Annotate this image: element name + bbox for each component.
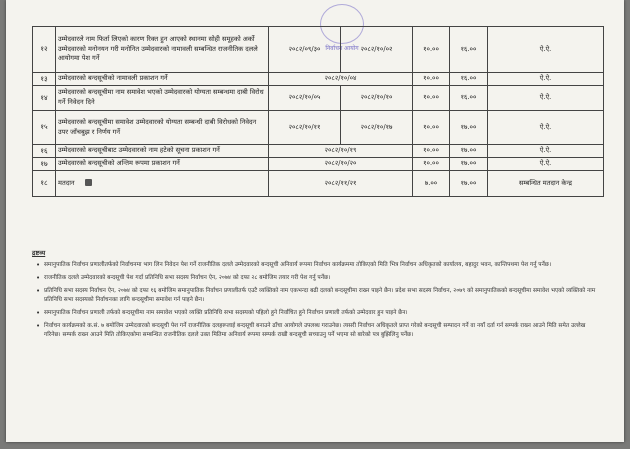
serial-number: १२ <box>33 27 56 73</box>
note-text: समानुपातिक निर्वाचन प्रणालीतर्फको निर्वाचनमा भाग लिन निवेदन पेश गर्ने राजनीतिक दलले उम्मेदवारको बन्दसूची अनिवार्य रूपमा निर्वाचन कार्यक्रममा तोकिएको मिति भित्र निर्वाचन अधिकृतको कार्यालय, बहादुर भवन, कान्तिपथमा पेश गर्नु पर्नेछ। <box>44 262 552 269</box>
end-time-cell: १६.०० <box>450 73 488 86</box>
notes-heading: द्रष्टव्य <box>32 249 46 257</box>
activity-cell: उम्मेदवारको बन्दसूचीको नामावली प्रकाशन गर्ने <box>56 73 269 86</box>
from-date-cell: २०८२/०९/३० <box>269 27 341 73</box>
image-icon <box>85 179 92 186</box>
table-row <box>33 73 604 86</box>
to-date-cell: २०८२/१०/१० <box>341 86 413 111</box>
from-date-cell: २०८२/१०/११ <box>269 111 341 145</box>
responsible-cell: ऐ.ऐ. <box>488 27 604 73</box>
serial-number: १८ <box>33 171 56 197</box>
bullet-icon: • <box>36 309 41 317</box>
table-row <box>33 145 604 158</box>
stamp-text: निर्वाचन आयोग <box>325 45 359 52</box>
to-date-cell: २०८२/१०/०२ <box>341 27 413 73</box>
note-text: राजनीतिक दलले उम्मेदवारको बन्दसूची पेश गर्दा प्रतिनिधि सभा सदस्य निर्वाचन ऐन, २०७४ को दफा २८ बमोजिम तयार गरी पेश गर्नु पर्नेछ। <box>44 275 331 282</box>
end-time-cell: १७.०० <box>450 145 488 158</box>
start-time-cell: ७.०० <box>413 171 450 197</box>
date-cell: २०८२/१०/२० <box>269 158 413 171</box>
activity-cell: उम्मेदवारले नाम फिर्ता लिएको कारण रिक्त हुन आएको स्थानमा सोही समूहको अर्को उम्मेदवारको मनोनयन गरी मनोनित उम्मेदवारको नामावली सम्बन्धित राजनीतिक दलले आयोगमा पेश गर्ने <box>56 27 269 73</box>
activity-cell-voting <box>56 171 269 197</box>
end-time-cell: १६.०० <box>450 27 488 73</box>
end-time-cell: १६.०० <box>450 86 488 111</box>
note-text: प्रतिनिधि सभा सदस्य निर्वाचन ऐन, २०७४ को दफा १६ बमोजिम समानुपातिक निर्वाचन प्रणालीतर्फ एउटै व्यक्तिको नाम एकभन्दा बढी दलको बन्दसूचीमा राख्न पाइने छैन। प्रदेश सभा सदस्य निर्वाचन, २०७९ को समानुपातिकको बन्दसूचीमा समावेश भएको व्यक्तिको नाम प्रतिनिधि सभा सदस्यको निर्वाचनका लागि बन्दसूचीमा समावेश गर्न पाइने छैन। <box>44 288 596 304</box>
bullet-icon: • <box>36 287 41 296</box>
table-row <box>33 158 604 171</box>
serial-number: १७ <box>33 158 56 171</box>
serial-number: १३ <box>33 73 56 86</box>
date-cell: २०८२/१०/१९ <box>269 145 413 158</box>
from-date-cell: २०८२/१०/०५ <box>269 86 341 111</box>
start-time-cell: १०.०० <box>413 145 450 158</box>
activity-cell: उम्मेदवारको बन्दसूचीमा नाम समावेश भएको उम्मेदवारको योग्यता सम्बन्धमा दाबी विरोध गर्ने निवेदन दिने <box>56 86 269 111</box>
note-item <box>36 261 602 270</box>
start-time-cell: १०.०० <box>413 111 450 145</box>
note-item <box>36 287 602 305</box>
end-time-cell: १७.०० <box>450 158 488 171</box>
document-page <box>6 0 624 442</box>
table-row <box>33 27 604 73</box>
bullet-icon: • <box>36 261 41 270</box>
notes-section <box>32 248 602 344</box>
table-row <box>33 86 604 111</box>
start-time-cell: १०.०० <box>413 27 450 73</box>
start-time-cell: १०.०० <box>413 158 450 171</box>
responsible-cell: ऐ.ऐ. <box>488 158 604 171</box>
date-cell: २०८२/११/२१ <box>269 171 413 197</box>
responsible-cell: सम्बन्धित मतदान केन्द्र <box>488 171 604 197</box>
note-item <box>36 322 602 340</box>
note-item <box>36 274 602 283</box>
end-time-cell: १७.०० <box>450 171 488 197</box>
date-cell: २०८२/१०/०४ <box>269 73 413 86</box>
serial-number: १४ <box>33 86 56 111</box>
activity-cell: उम्मेदवारको बन्दसूचीमा समावेश उम्मेदवारको योग्यता सम्बन्धी दाबी विरोधको निवेदन उपर जाँचबुझ र निर्णय गर्ने <box>56 111 269 145</box>
to-date-cell: २०८२/१०/१७ <box>341 111 413 145</box>
responsible-cell: ऐ.ऐ. <box>488 111 604 145</box>
table-row <box>33 111 604 145</box>
note-text: समानुपातिक निर्वाचन प्रणाली तर्फको बन्दसूचीमा नाम समावेश भएको व्यक्ति प्रतिनिधि सभा सदस्यको पहिलो हुने निर्वाचित हुने निर्वाचन प्रणाली तर्फको उम्मेदवार हुन पाइने छैन। <box>44 310 408 316</box>
activity-cell: उम्मेदवारको बन्दसूचीबाट उम्मेदवारको नाम हटेको सूचना प्रकाशन गर्ने <box>56 145 269 158</box>
responsible-cell: ऐ.ऐ. <box>488 73 604 86</box>
bullet-icon: • <box>36 321 41 330</box>
responsible-cell: ऐ.ऐ. <box>488 145 604 158</box>
table-row <box>33 171 604 197</box>
end-time-cell: १७.०० <box>450 111 488 145</box>
bullet-icon: • <box>36 274 41 283</box>
start-time-cell: १०.०० <box>413 86 450 111</box>
note-text: निर्वाचन कार्यक्रमको क.सं. ७ बमोजिम उम्मेदवारको बन्दसूची पेश गर्ने राजनीतिक दलहरूलाई बन्दसूची बनाउने ढाँचा आयोगले उपलब्ध गराउनेछ। त्यसरी निर्वाचन अधिकृतले प्राप्त गरेको बन्दसूची सम्पादन गर्ने वा नयाँ दर्ता गर्न सम्पर्क राख्न आउने मिति समेत उल्लेख गरिनेछ। सम्पर्क राख्न आउने मिति तोकिएकोमा सम्बन्धित राजनीतिक दलले उक्त मितिमा अनिवार्य रूपमा सम्पर्क राखी बन्दसूची सच्याउनु पर्ने भएमा सो बारेको पत्र बुझिलिनु पर्नेछ। <box>44 322 586 338</box>
responsible-cell: ऐ.ऐ. <box>488 86 604 111</box>
election-schedule-table <box>32 26 604 197</box>
serial-number: १५ <box>33 111 56 145</box>
note-item <box>36 309 602 318</box>
activity-cell: उम्मेदवारको बन्दसूचीको अन्तिम रूपमा प्रकाशन गर्ने <box>56 158 269 171</box>
activity-text: मतदान <box>58 178 75 187</box>
start-time-cell: १०.०० <box>413 73 450 86</box>
serial-number: १६ <box>33 145 56 158</box>
